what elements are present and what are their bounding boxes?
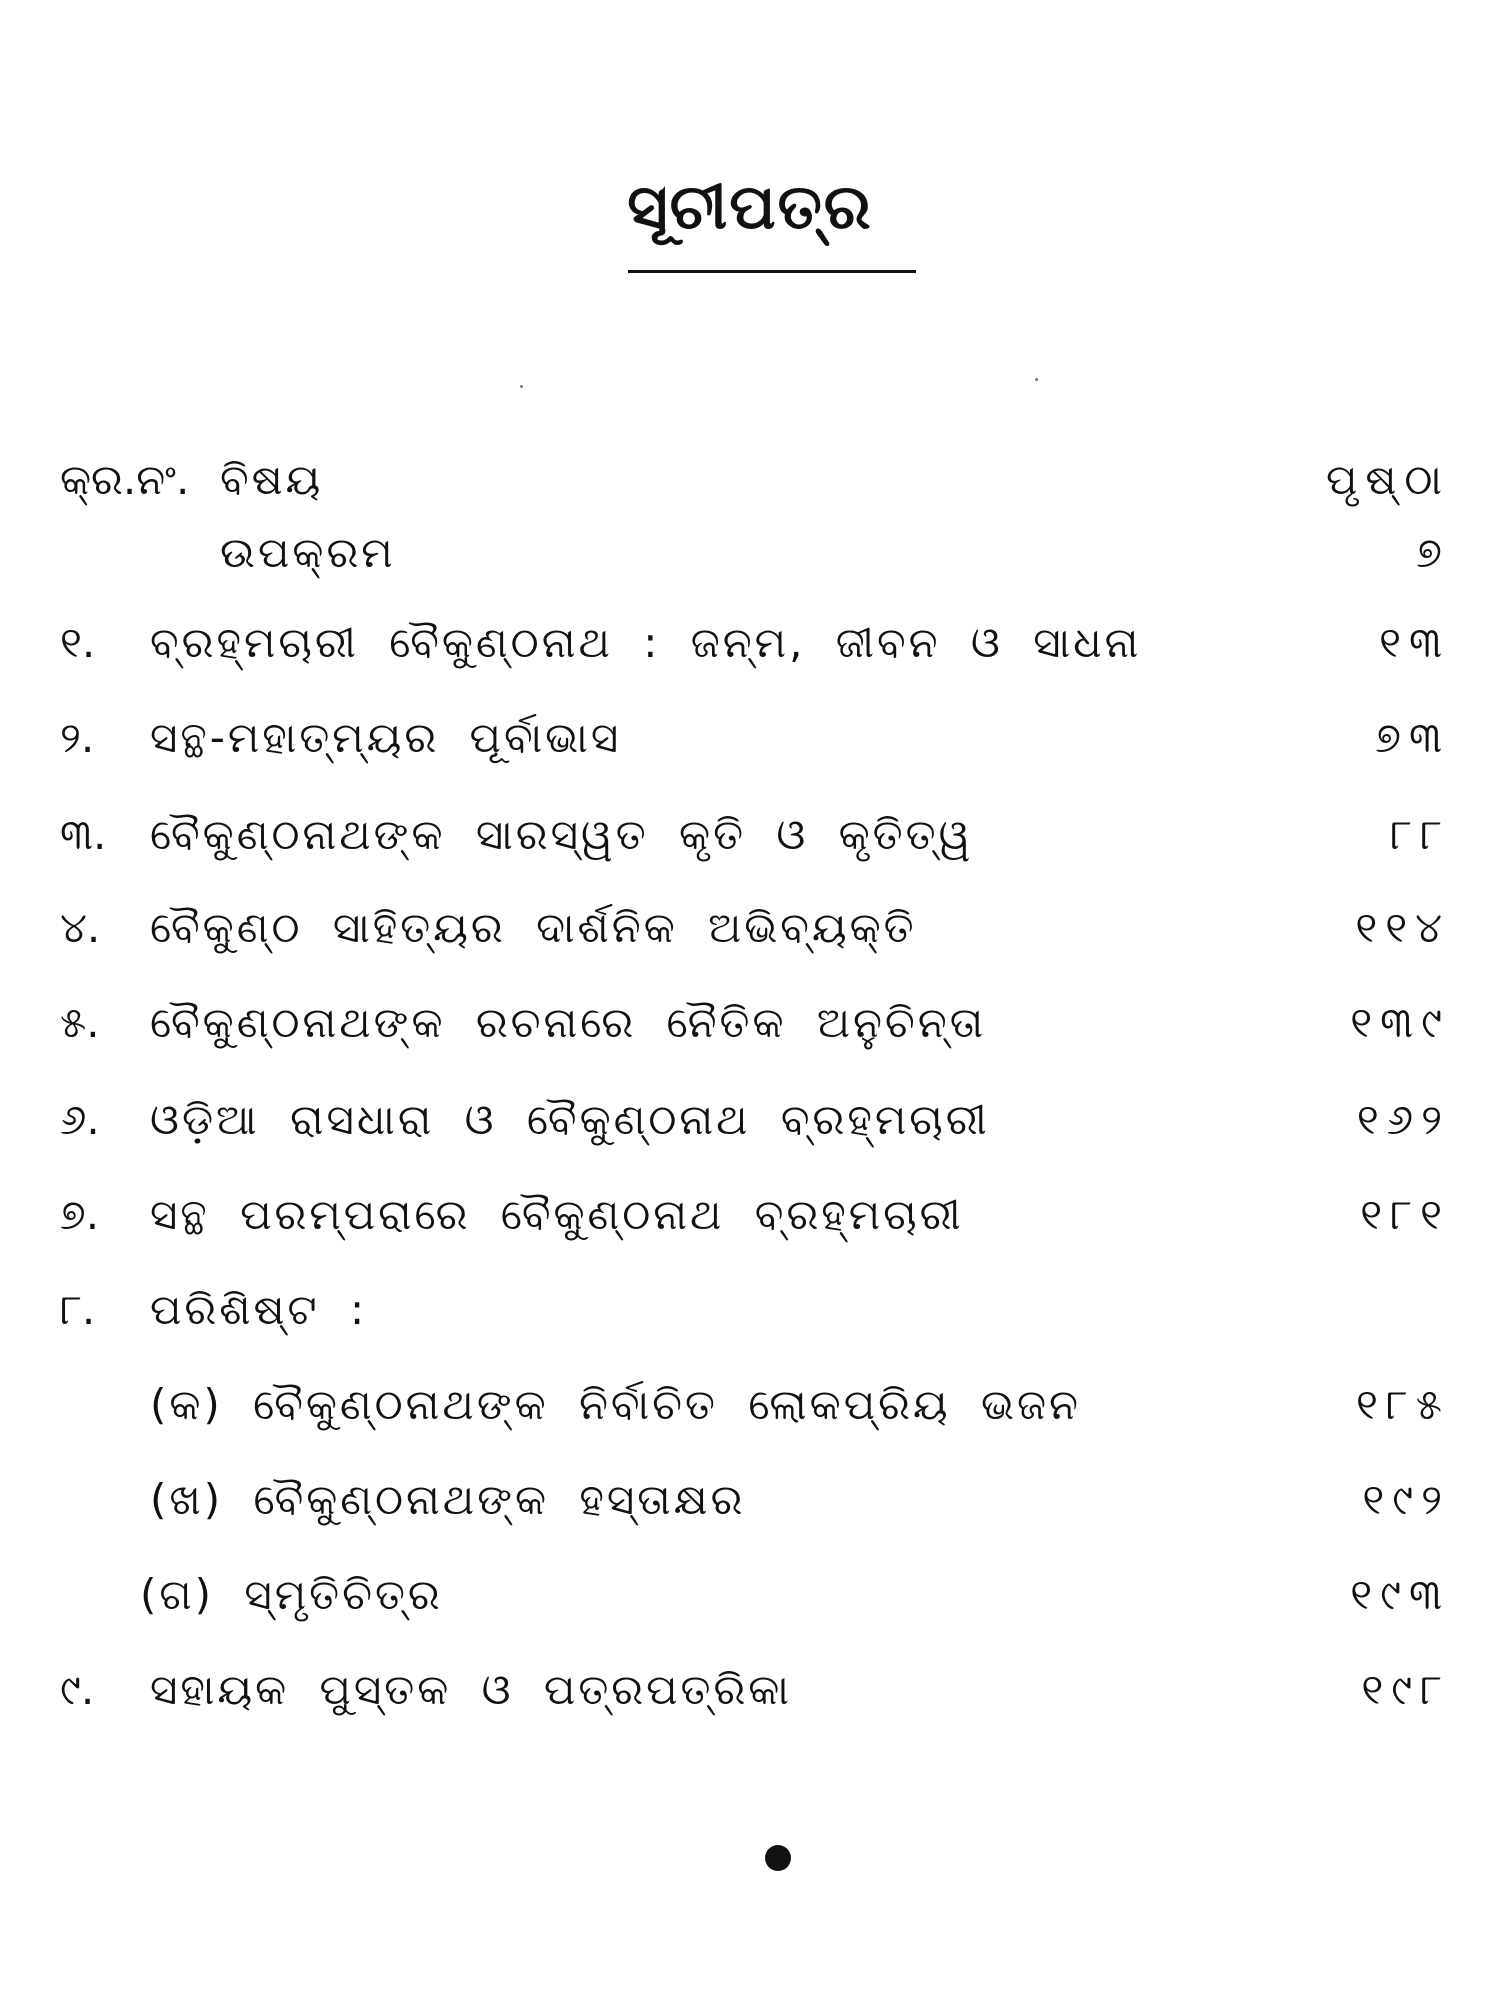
entry-number: ୬. [60,1095,100,1144]
entry-number: ୮. [60,1285,96,1334]
entry-page-number: ୧୮୧ [1360,1190,1450,1239]
print-speck [520,385,523,388]
entry-title: (ଖ) ବୈକୁଣ୍ଠନାଥଙ୍କ ହସ୍ତାକ୍ଷର [150,1475,746,1524]
entry-number: ୪. [60,903,101,952]
page-number-header: ପୃଷ୍ଠା [1325,455,1450,504]
entry-title: ବ୍ରହ୍ମଚାରୀ ବୈକୁଣ୍ଠନାଥ : ଜନ୍ମ, ଜୀବନ ଓ ସାଧନା [150,618,1142,667]
entry-title: (କ) ବୈକୁଣ୍ଠନାଥଙ୍କ ନିର୍ବାଚିତ ଲୋକପ୍ରିୟ ଭଜନ [150,1380,1081,1429]
page-end-dot [765,1845,791,1871]
entry-title: ଉପକ୍ରମ [220,528,396,577]
contents-header-row [0,445,1500,515]
entry-title: ସନ୍ଥ-ମହାତ୍ମ୍ୟର ପୂର୍ବାଭାସ [150,713,622,762]
entry-number: ୨. [60,713,95,762]
entry-page-number: ୧୩ [1379,618,1450,667]
print-speck [1035,378,1038,381]
contents-entry [0,988,1500,1058]
entry-page-number: ୧୯୨ [1362,1475,1450,1524]
contents-subentry [0,1465,1500,1535]
entry-page-number: ୮୮ [1390,810,1450,859]
entry-number: ୧. [60,618,96,667]
entry-title: (ଗ) ସ୍ମୃତିଚିତ୍ର [140,1570,443,1619]
entry-title: ସନ୍ଥ ପରମ୍ପରାରେ ବୈକୁଣ୍ଠନାଥ ବ୍ରହ୍ମଚାରୀ [150,1190,964,1239]
subject-header: ବିଷୟ [220,455,324,504]
entry-title: ବୈକୁଣ୍ଠନାଥଙ୍କ ରଚନାରେ ନୈତିକ ଅନୁଚିନ୍ତା [150,998,987,1047]
contents-entry [0,893,1500,963]
contents-subentry [0,1560,1500,1630]
entry-title: ପରିଶିଷ୍ଟ : [150,1285,368,1334]
entry-page-number: ୧୯୮ [1361,1665,1450,1714]
entry-title: ଓଡ଼ିଆ ରାସଧାରା ଓ ବୈକୁଣ୍ଠନାଥ ବ୍ରହ୍ମଚାରୀ [150,1095,990,1144]
entry-number: ୯. [60,1665,95,1714]
entry-page-number: ୭ [1416,528,1450,577]
entry-number: ୭. [60,1190,100,1239]
entry-page-number: ୧୩୯ [1350,998,1450,1047]
entry-page-number: ୧୮୫ [1355,1380,1450,1429]
entry-page-number: ୧୧୪ [1355,903,1450,952]
entry-number: ୩. [60,810,107,859]
contents-entry [0,1655,1500,1725]
entry-title: ସହାୟକ ପୁସ୍ତକ ଓ ପତ୍ରପତ୍ରିକା [150,1665,792,1714]
contents-entry [0,608,1500,678]
title-underline [628,270,916,273]
entry-page-number: ୭୩ [1375,713,1450,762]
contents-entry [0,800,1500,870]
contents-entry [0,703,1500,773]
contents-subentry [0,1370,1500,1440]
contents-entry [0,1180,1500,1250]
contents-entry [0,1085,1500,1155]
entry-page-number: ୧୯୩ [1350,1570,1450,1619]
page-title: ସୂଚୀପତ୍ର [627,170,873,243]
contents-entry [0,518,1500,588]
contents-entry-appendix [0,1275,1500,1345]
entry-title: ବୈକୁଣ୍ଠ ସାହିତ୍ୟର ଦାର୍ଶନିକ ଅଭିବ୍ୟକ୍ତି [150,903,917,952]
entry-title: ବୈକୁଣ୍ଠନାଥଙ୍କ ସାରସ୍ୱତ କୃତି ଓ କୃତିତ୍ୱ [150,810,974,859]
entry-number: ୫. [60,998,100,1047]
entry-page-number: ୧୬୨ [1356,1095,1450,1144]
serial-number-header: କ୍ର.ନଂ. [60,455,190,504]
